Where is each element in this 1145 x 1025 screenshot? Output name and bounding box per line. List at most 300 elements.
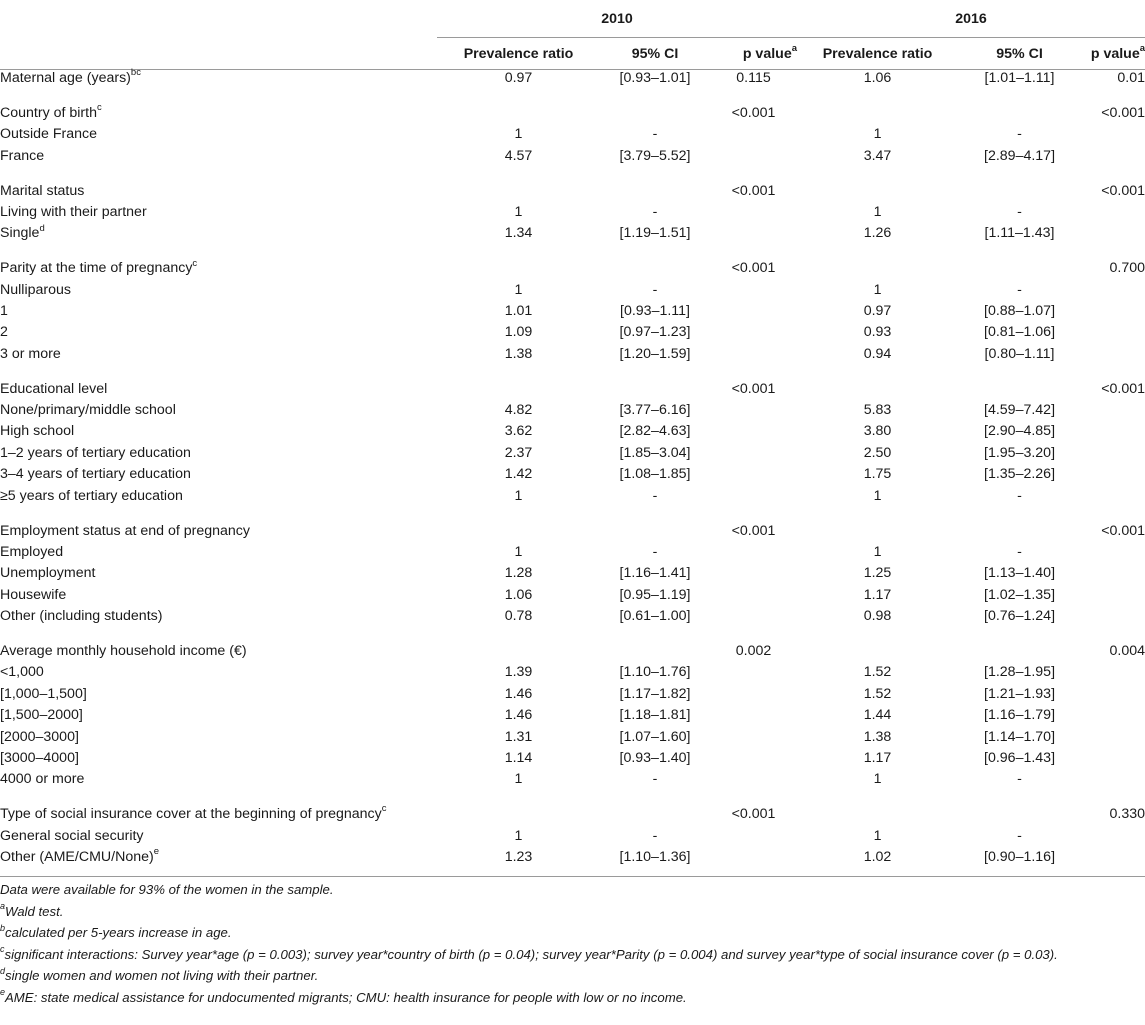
prevalence-ratio-2016 (797, 643, 958, 664)
prevalence-ratio-2010 (437, 105, 600, 126)
row-label-text: Single (0, 225, 40, 242)
ci-2010: [1.19–1.51] (619, 225, 691, 242)
prevalence-ratio-2016: 0.94 (863, 345, 892, 362)
p-value-2016: 0.700 (1109, 260, 1145, 277)
prevalence-ratio-2010: 1.23 (504, 849, 533, 865)
table-body (0, 67, 1145, 877)
ci-2016 (958, 806, 1081, 827)
category-label (0, 423, 437, 444)
group-spacer (0, 169, 1145, 183)
p-value-2016 (1081, 148, 1145, 169)
group-spacer (0, 367, 1145, 381)
prevalence-ratio-2016: 3.80 (863, 423, 892, 440)
ci-2010: - (652, 281, 658, 298)
ci-2010: - (652, 126, 658, 143)
prevalence-ratio-2010: 4.57 (504, 147, 533, 164)
category-label (0, 346, 437, 367)
category-label (0, 771, 437, 792)
prevalence-ratio-2016: 1 (873, 827, 882, 844)
p-value-2010 (710, 402, 797, 423)
prevalence-ratio-2016 (797, 381, 958, 402)
footnote-text: Data were available for 93% of the women in the sample. (0, 882, 334, 897)
p-value-2016: <0.001 (1101, 522, 1145, 539)
category-label (0, 828, 437, 849)
group-header-row (0, 105, 1145, 126)
prevalence-ratio-2010: 3.62 (504, 423, 533, 440)
row-label-text: Unemployment (0, 565, 96, 582)
p-value-2010 (710, 587, 797, 608)
p-value-2016 (1081, 445, 1145, 466)
year-header-row (0, 0, 1145, 38)
ci-2016: [1.95–3.20] (984, 444, 1056, 461)
table-row (0, 488, 1145, 509)
category-label (0, 488, 437, 509)
prevalence-ratio-2016: 1.52 (863, 685, 892, 702)
row-label-text: Average monthly household income (€) (0, 642, 247, 659)
p-value-2016 (1081, 771, 1145, 792)
group-spacer (0, 793, 1145, 807)
table-row (0, 445, 1145, 466)
prevalence-ratio-2010 (437, 183, 600, 204)
p-value-2010 (710, 729, 797, 750)
footnote-text: Wald test. (5, 903, 64, 919)
footnote (0, 944, 1145, 966)
row-label-text: Maternal age (years) (0, 70, 131, 86)
table-footnotes (0, 879, 1145, 1008)
footnote (0, 901, 1145, 923)
p-value-2010 (710, 466, 797, 487)
row-label-text: High school (0, 423, 75, 440)
row-label-text: 4000 or more (0, 771, 85, 788)
group-header-row (0, 643, 1145, 664)
prevalence-ratio-2016 (797, 806, 958, 827)
category-label (0, 204, 437, 225)
row-label-text: <1,000 (0, 664, 44, 681)
ci-2016: [1.28–1.95] (984, 664, 1056, 681)
prevalence-ratio-2016: 1 (873, 771, 882, 788)
category-label (0, 282, 437, 303)
p-value-2010 (710, 707, 797, 728)
prevalence-ratio-2010 (437, 643, 600, 664)
table-row (0, 466, 1145, 487)
ci-2010 (600, 381, 710, 402)
ci-2010: [0.93–1.01] (619, 70, 691, 86)
table-row (0, 707, 1145, 728)
ci-2010: [0.97–1.23] (619, 324, 691, 341)
prevalence-ratio-2010: 1 (514, 281, 523, 298)
category-label (0, 148, 437, 169)
group-label (0, 803, 437, 827)
prevalence-ratio-2010: 4.82 (504, 402, 533, 419)
prevalence-ratio-2016: 1.44 (863, 707, 892, 724)
ci-2010: - (652, 771, 658, 788)
ci-2010: [1.20–1.59] (619, 345, 691, 362)
group-spacer (0, 247, 1145, 261)
spacer-cell (0, 509, 1145, 523)
p-value-2010 (710, 282, 797, 303)
prevalence-ratio-2016: 2.50 (863, 444, 892, 461)
ci-2010 (600, 806, 710, 827)
table-row (0, 686, 1145, 707)
ci-2016 (958, 183, 1081, 204)
ci-2016 (958, 105, 1081, 126)
prevalence-ratio-2016: 5.83 (863, 402, 892, 419)
ci-2016: [1.11–1.43] (984, 225, 1055, 242)
ci-2016: - (1017, 281, 1022, 298)
table-row (0, 204, 1145, 225)
prevalence-ratio-2010: 1.31 (504, 728, 533, 745)
prevalence-ratio-2016: 1.52 (863, 664, 892, 681)
category-label (0, 565, 437, 586)
p-value-2010 (710, 303, 797, 324)
row-label-text: Employment status at end of pregnancy (0, 522, 250, 539)
p-value-2010: 0.115 (736, 70, 771, 86)
p-value-2010: 0.002 (735, 642, 772, 659)
ci-2010: [3.79–5.52] (619, 147, 691, 164)
ci-2016 (958, 643, 1081, 664)
ci-2010: [0.95–1.19] (619, 586, 691, 603)
ci-2010: [0.61–1.00] (619, 608, 691, 625)
group-label (0, 643, 437, 664)
footnote-marker: bc (130, 67, 141, 79)
ci-2016: [0.96–1.43] (984, 749, 1056, 766)
p-value-2016 (1081, 346, 1145, 367)
prevalence-ratio-2016: 1.17 (863, 586, 892, 603)
footnote-marker: d (39, 222, 45, 234)
col-p-value-2010: p value$^a$ (710, 38, 797, 70)
row-label-text: None/primary/middle school (0, 402, 176, 419)
prevalence-ratio-2010: 1.39 (504, 664, 533, 681)
ci-2016: [1.35–2.26] (984, 466, 1056, 483)
ci-2016: - (1017, 543, 1022, 560)
prevalence-ratio-2010 (437, 523, 600, 544)
ci-2010: - (652, 203, 658, 220)
prevalence-ratio-2010: 0.78 (504, 608, 533, 625)
footnote-letter: d (0, 965, 6, 976)
spacer-cell (0, 367, 1145, 381)
row-label-text: Outside France (0, 126, 97, 143)
p-value-2010 (710, 204, 797, 225)
col-ci-2016: 95% CI (958, 38, 1081, 70)
ci-2010: [2.82–4.63] (619, 423, 691, 440)
row-label-text: ≥5 years of tertiary education (0, 487, 183, 504)
ci-2010: [1.85–3.04] (619, 444, 691, 461)
spacer-cell (0, 91, 1145, 105)
footnote-text: single women and women not living with their partner. (5, 968, 319, 983)
footnote (0, 965, 1145, 987)
row-label-text: 1–2 years of tertiary education (0, 444, 191, 461)
p-value-2016 (1081, 544, 1145, 565)
table-row (0, 828, 1145, 849)
footnote-letter: a (0, 901, 6, 912)
spacer-cell (0, 629, 1145, 643)
p-value-2010 (710, 565, 797, 586)
prevalence-ratio-2010: 1 (514, 827, 523, 844)
prevalence-ratio-2016 (797, 260, 958, 281)
table-row (0, 423, 1145, 444)
p-value-2010 (710, 828, 797, 849)
prevalence-ratio-2016: 1.17 (863, 749, 892, 766)
ci-2010: - (652, 487, 658, 504)
footnote (0, 987, 1145, 1009)
p-value-2010: <0.001 (731, 522, 776, 539)
p-value-2010 (710, 225, 797, 246)
prevalence-ratio-2010: 0.97 (504, 70, 533, 86)
table-row (0, 849, 1145, 870)
ci-2016: [0.76–1.24] (984, 608, 1056, 625)
group-label (0, 102, 437, 126)
p-value-2016 (1081, 423, 1145, 444)
ci-2010: [1.10–1.36] (619, 849, 691, 865)
category-label (0, 126, 437, 147)
row-label-text: Employed (0, 543, 64, 560)
row-label-text: Educational level (0, 380, 108, 397)
prevalence-ratio-2010: 1.38 (504, 345, 533, 362)
group-label (0, 67, 437, 92)
p-value-2010 (710, 849, 797, 870)
table-row (0, 750, 1145, 771)
category-label (0, 445, 437, 466)
ci-2016: - (1017, 771, 1022, 788)
prevalence-ratio-2016 (797, 105, 958, 126)
ci-2016: [1.02–1.35] (984, 586, 1056, 603)
ci-2010: [1.18–1.81] (619, 707, 691, 724)
prevalence-ratio-2010: 1.14 (504, 749, 533, 766)
prevalence-ratio-2010: 1 (514, 487, 523, 504)
category-label (0, 608, 437, 629)
p-value-2010 (710, 126, 797, 147)
prevalence-ratio-2016: 0.97 (863, 303, 892, 320)
ci-2016: [2.89–4.17] (984, 147, 1056, 164)
prevalence-ratio-2010: 1.46 (504, 707, 533, 724)
prevalence-ratio-2016: 1 (873, 203, 882, 220)
p-value-2016 (1081, 828, 1145, 849)
row-label-text: 3 or more (0, 345, 61, 362)
ci-2010: - (652, 543, 658, 560)
ci-2016: - (1017, 203, 1022, 220)
group-header-row (0, 183, 1145, 204)
prevalence-ratio-2010: 2.37 (504, 444, 533, 461)
p-value-2016: 0.01 (1117, 70, 1145, 86)
row-label-text: Housewife (0, 586, 67, 603)
group-header-row (0, 523, 1145, 544)
prevalence-ratio-2016: 1.26 (863, 225, 892, 242)
table-row (0, 587, 1145, 608)
p-value-2016 (1081, 565, 1145, 586)
p-value-2016 (1081, 488, 1145, 509)
ci-2016: [1.13–1.40] (984, 565, 1056, 582)
category-label (0, 750, 437, 771)
p-value-2016: <0.001 (1101, 182, 1145, 199)
row-label-text: [2000–3000] (0, 728, 79, 745)
footnote (0, 879, 1145, 901)
prevalence-ratio-2010: 1.06 (504, 586, 533, 603)
prevalence-ratio-2016: 1.38 (863, 728, 892, 745)
prevalence-ratio-2016: 1.75 (863, 466, 892, 483)
prevalence-ratio-2010: 1.46 (504, 685, 533, 702)
row-label-text: 1 (0, 303, 8, 320)
ci-2010 (600, 183, 710, 204)
category-label (0, 707, 437, 728)
ci-2010: [1.08–1.85] (619, 466, 691, 483)
prevalence-ratio-2010 (437, 260, 600, 281)
row-label-text: Type of social insurance cover at the beginning of pregnancy (0, 806, 382, 823)
footnote-letter: b (0, 922, 6, 933)
row-label-text: [3000–4000] (0, 749, 79, 766)
table-bottom-rule (0, 870, 1145, 877)
category-label (0, 664, 437, 685)
ci-2016: [1.14–1.70] (984, 728, 1056, 745)
p-value-2016 (1081, 324, 1145, 345)
p-value-2016 (1081, 664, 1145, 685)
category-label (0, 587, 437, 608)
ci-2010 (600, 643, 710, 664)
ci-2010: [1.07–1.60] (619, 728, 691, 745)
footnote-text: AME: state medical assistance for undocumented migrants; CMU: health insurance for people with low or no income. (5, 989, 687, 1005)
category-label (0, 303, 437, 324)
p-value-2016 (1081, 466, 1145, 487)
group-header-row (0, 381, 1145, 402)
ci-2016: [2.90–4.85] (984, 423, 1056, 440)
col-prevalence-ratio-2016: Prevalence ratio (797, 38, 958, 70)
row-label-text: Other (including students) (0, 608, 163, 625)
prevalence-ratio-2016: 1 (873, 281, 882, 298)
p-value-2010 (710, 750, 797, 771)
prevalence-ratio-2010: 1 (514, 543, 523, 560)
prevalence-ratio-2016: 3.47 (863, 147, 892, 164)
group-header-row (0, 806, 1145, 827)
row-label-text: Living with their partner (0, 203, 147, 220)
group-header-row (0, 70, 1145, 92)
ci-2016: [4.59–7.42] (984, 402, 1056, 419)
prevalence-ratio-2010: 1.28 (504, 565, 533, 582)
p-value-2010 (710, 771, 797, 792)
prevalence-ratio-2010: 1.01 (504, 303, 533, 320)
ci-2010: [0.93–1.11] (620, 303, 690, 320)
prevalence-ratio-2016: 1.02 (863, 849, 892, 865)
footnote-text: significant interactions: Survey year*age (p = 0.003); survey year*country of birth (p = 0.04); survey year*Parity (p = 0.004) and survey year*type of social insurance cover (p = 0.03). (4, 946, 1058, 962)
p-value-2016: 0.004 (1109, 642, 1145, 659)
table-row (0, 664, 1145, 685)
p-value-2016: 0.330 (1109, 806, 1145, 823)
table-row (0, 346, 1145, 367)
ci-2010 (600, 523, 710, 544)
ci-2016 (958, 523, 1081, 544)
column-header-row (0, 38, 1145, 70)
footnote-marker: c (97, 102, 102, 114)
ci-2016: [1.21–1.93] (984, 685, 1056, 702)
category-label (0, 402, 437, 423)
prevalence-ratio-2016 (797, 183, 958, 204)
p-value-2016 (1081, 707, 1145, 728)
prevalence-ratio-2010: 1.34 (504, 225, 533, 242)
spacer-cell (0, 247, 1145, 261)
prevalence-ratio-2016 (797, 523, 958, 544)
footnote-marker: c (192, 257, 198, 269)
ci-2010: - (652, 827, 658, 844)
p-value-2016 (1081, 686, 1145, 707)
year-2016-header: 2016 (797, 0, 1145, 38)
col-ci-2010: 95% CI (600, 38, 710, 70)
ci-2016: [0.90–1.16] (984, 849, 1056, 865)
group-label (0, 381, 437, 402)
p-value-2010 (710, 544, 797, 565)
prevalence-ratio-2016: 1.25 (863, 565, 892, 582)
row-label-text: 3–4 years of tertiary education (0, 466, 191, 483)
p-value-2010: <0.001 (731, 104, 776, 121)
p-value-2010 (710, 608, 797, 629)
p-value-2010 (710, 488, 797, 509)
row-label-text: France (0, 147, 45, 164)
row-label-text: Country of birth (0, 104, 97, 121)
row-label-text: [1,500–2000] (0, 707, 83, 724)
p-value-2016 (1081, 402, 1145, 423)
table-row (0, 608, 1145, 629)
group-label (0, 183, 437, 204)
footnote (0, 922, 1145, 944)
ci-2016: [0.81–1.06] (984, 324, 1056, 341)
p-value-2010 (710, 664, 797, 685)
p-value-2010 (710, 324, 797, 345)
p-value-2016 (1081, 608, 1145, 629)
footnote-marker: e (153, 846, 160, 858)
footnote-marker: c (381, 803, 387, 815)
prevalence-ratio-2010 (437, 381, 600, 402)
rule-cell (0, 870, 1145, 877)
prevalence-ratio-2016: 1 (873, 543, 882, 560)
ci-2010: [1.17–1.82] (619, 685, 691, 702)
prevalence-ratio-2016: 1 (873, 126, 882, 143)
row-label-text: Parity at the time of pregnancy (0, 260, 193, 277)
p-value-2016 (1081, 729, 1145, 750)
spacer-cell (0, 793, 1145, 807)
table-row (0, 324, 1145, 345)
group-spacer (0, 629, 1145, 643)
ci-2010: [0.93–1.40] (619, 749, 691, 766)
table-row (0, 225, 1145, 246)
p-value-2010: <0.001 (731, 806, 776, 823)
group-spacer (0, 91, 1145, 105)
category-label (0, 686, 437, 707)
ci-2016: - (1017, 487, 1022, 504)
p-value-2016 (1081, 849, 1145, 870)
table-row (0, 771, 1145, 792)
ci-2016: [1.16–1.79] (984, 707, 1056, 724)
p-value-2010 (710, 686, 797, 707)
category-label (0, 846, 437, 870)
p-value-2010: <0.001 (731, 260, 776, 277)
category-label (0, 544, 437, 565)
ci-2010 (600, 105, 710, 126)
ci-2016: [1.01–1.11] (984, 70, 1055, 86)
table-row (0, 729, 1145, 750)
p-value-2016 (1081, 225, 1145, 246)
table-row (0, 148, 1145, 169)
table-row (0, 544, 1145, 565)
ci-2010: [1.10–1.76] (619, 664, 691, 681)
spacer-cell (0, 169, 1145, 183)
row-label-text: [1,000–1,500] (0, 685, 87, 702)
row-label-text: General social security (0, 827, 144, 844)
p-value-2010 (710, 445, 797, 466)
table-row (0, 402, 1145, 423)
p-value-2010 (710, 346, 797, 367)
year-2010-header: 2010 (437, 0, 797, 38)
group-label (0, 523, 437, 544)
category-label (0, 729, 437, 750)
p-value-2016 (1081, 303, 1145, 324)
table-row (0, 282, 1145, 303)
